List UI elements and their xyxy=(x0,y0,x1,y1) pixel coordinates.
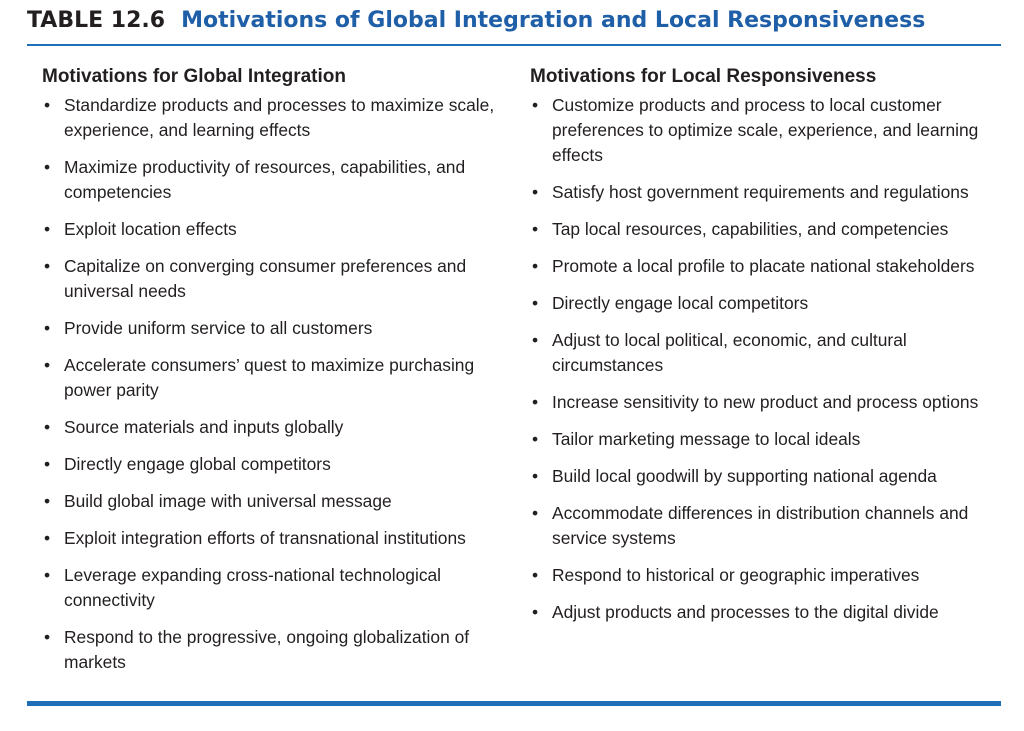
list-item-text: Maximize productivity of resources, capabilities, and competencies xyxy=(64,157,466,202)
list-item xyxy=(530,291,1012,316)
bullet-icon: • xyxy=(44,565,51,585)
list-item xyxy=(42,353,520,403)
list-item-text: Build global image with universal message xyxy=(64,491,392,511)
list-item xyxy=(42,415,520,440)
bullet-icon: • xyxy=(532,565,539,585)
bullet-icon: • xyxy=(532,466,539,486)
list-item-text: Source materials and inputs globally xyxy=(64,417,344,437)
list-item-text: Build local goodwill by supporting national agenda xyxy=(552,466,937,486)
list-item-text: Respond to historical or geographic imperatives xyxy=(552,565,920,585)
bullet-icon: • xyxy=(44,95,51,115)
list-item xyxy=(530,254,1012,279)
list-item xyxy=(530,180,1012,205)
list-item xyxy=(42,526,520,551)
bottom-rule xyxy=(27,701,1001,706)
list-item xyxy=(42,93,520,143)
list-item xyxy=(42,489,520,514)
list-item-text: Directly engage local competitors xyxy=(552,293,809,313)
list-item xyxy=(42,217,520,242)
list-item xyxy=(42,155,520,205)
list-item-text: Provide uniform service to all customers xyxy=(64,318,373,338)
list-item-text: Capitalize on converging consumer preferences and universal needs xyxy=(64,256,467,301)
global-integration-column xyxy=(42,65,520,687)
bullet-icon: • xyxy=(44,355,51,375)
bullet-icon: • xyxy=(44,219,51,239)
table-caption: Motivations of Global Integration and Local Responsiveness xyxy=(181,8,926,33)
bullet-icon: • xyxy=(44,417,51,437)
bullet-icon: • xyxy=(532,330,539,350)
bullet-icon: • xyxy=(532,392,539,412)
list-item-text: Directly engage global competitors xyxy=(64,454,331,474)
list-item xyxy=(530,501,1012,551)
list-item-text: Promote a local profile to placate national stakeholders xyxy=(552,256,975,276)
bullet-icon: • xyxy=(532,219,539,239)
list-item-text: Standardize products and processes to maximize scale, experience, and learning effects xyxy=(64,95,495,140)
bullet-icon: • xyxy=(44,454,51,474)
list-item-text: Accommodate differences in distribution channels and service systems xyxy=(552,503,969,548)
list-item xyxy=(42,254,520,304)
column-heading-local: Motivations for Local Responsiveness xyxy=(530,66,877,87)
list-item-text: Exploit location effects xyxy=(64,219,237,239)
bullet-icon: • xyxy=(532,256,539,276)
list-item-text: Tap local resources, capabilities, and competencies xyxy=(552,219,949,239)
list-item-text: Exploit integration efforts of transnational institutions xyxy=(64,528,466,548)
list-item xyxy=(42,625,520,675)
list-item-text: Leverage expanding cross-national technological connectivity xyxy=(64,565,442,610)
list-item xyxy=(42,452,520,477)
list-item xyxy=(530,217,1012,242)
local-responsiveness-column xyxy=(530,65,1012,637)
list-item xyxy=(42,316,520,341)
list-item-text: Respond to the progressive, ongoing globalization of markets xyxy=(64,627,470,672)
list-item-text: Adjust products and processes to the digital divide xyxy=(552,602,939,622)
list-item-text: Customize products and process to local customer preferences to optimize scale, experience, and learning effects xyxy=(552,95,979,165)
local-responsiveness-list xyxy=(530,93,1012,625)
bullet-icon: • xyxy=(44,318,51,338)
bullet-icon: • xyxy=(44,256,51,276)
list-item xyxy=(530,328,1012,378)
bullet-icon: • xyxy=(44,491,51,511)
list-item xyxy=(530,464,1012,489)
table-number: TABLE 12.6 xyxy=(27,8,166,33)
list-item-text: Accelerate consumers’ quest to maximize purchasing power parity xyxy=(64,355,475,400)
list-item xyxy=(530,600,1012,625)
list-item xyxy=(530,563,1012,588)
bullet-icon: • xyxy=(532,503,539,523)
bullet-icon: • xyxy=(44,528,51,548)
list-item xyxy=(530,390,1012,415)
bullet-icon: • xyxy=(44,627,51,647)
table-title xyxy=(27,6,925,36)
list-item-text: Tailor marketing message to local ideals xyxy=(552,429,861,449)
list-item xyxy=(530,93,1012,168)
bullet-icon: • xyxy=(532,182,539,202)
list-item xyxy=(530,427,1012,452)
bullet-icon: • xyxy=(532,95,539,115)
bullet-icon: • xyxy=(44,157,51,177)
list-item-text: Increase sensitivity to new product and process options xyxy=(552,392,979,412)
bullet-icon: • xyxy=(532,602,539,622)
list-item-text: Satisfy host government requirements and regulations xyxy=(552,182,969,202)
column-heading-global: Motivations for Global Integration xyxy=(42,66,346,87)
list-item-text: Adjust to local political, economic, and cultural circumstances xyxy=(552,330,907,375)
bullet-icon: • xyxy=(532,293,539,313)
list-item xyxy=(42,563,520,613)
global-integration-list xyxy=(42,93,520,675)
bullet-icon: • xyxy=(532,429,539,449)
top-rule xyxy=(27,44,1001,46)
